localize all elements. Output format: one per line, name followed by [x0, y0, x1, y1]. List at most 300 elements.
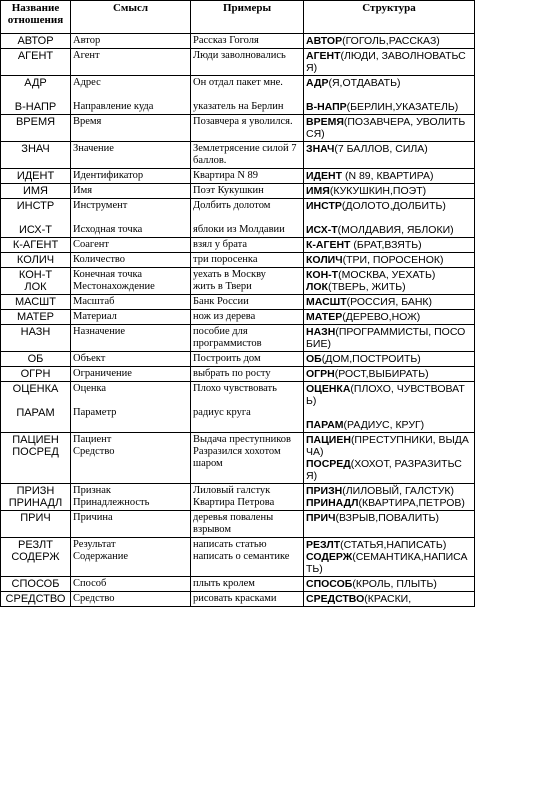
example-entry: Плохо чувствовать [193, 383, 277, 394]
name-entry: НАЗН [20, 326, 51, 338]
example-cell [191, 433, 304, 484]
relation-name-cell [1, 34, 71, 49]
meaning-entry: Ограничение [73, 368, 132, 379]
relation-name-cell [1, 310, 71, 325]
structure-entry [306, 539, 472, 551]
meaning-entry: Имя [73, 185, 93, 196]
structure-keyword: ПРИЧ [306, 512, 336, 524]
structure-keyword: ИДЕНТ [306, 170, 343, 182]
structure-keyword: ЗНАЧ [306, 143, 335, 155]
relation-name-cell [1, 295, 71, 310]
table-row [1, 268, 475, 295]
table-row [1, 238, 475, 253]
example-entry: Долбить долотом [193, 200, 271, 211]
example-entry: Квартира N 89 [193, 170, 259, 181]
meaning-entry: Местонахождение [73, 281, 155, 292]
table-row [1, 253, 475, 268]
table-row [1, 538, 475, 577]
meaning-cell [71, 295, 191, 310]
example-cell [191, 49, 304, 76]
example-entry: Квартира Петрова [193, 497, 275, 508]
structure-keyword: ИСХ-Т [306, 224, 338, 236]
structure-keyword: ПРИЗН [306, 485, 343, 497]
structure-keyword: МАСШТ [306, 296, 347, 308]
example-entry: указатель на Берлин [193, 101, 284, 112]
name-entry: ПРИЧ [20, 512, 51, 524]
entry-gap [73, 395, 188, 407]
structure-entry [306, 326, 472, 350]
meaning-entry: Принадлежность [73, 497, 150, 508]
entry-gap [306, 212, 472, 224]
structure-args: (МОЛДАВИЯ, ЯБЛОКИ) [337, 224, 454, 236]
structure-cell [304, 352, 475, 367]
structure-entry [306, 368, 472, 380]
example-entry: радиус круга [193, 407, 251, 418]
structure-cell [304, 169, 475, 184]
structure-args: (ЛЮДИ, ЗАВОЛНОВАТЬСЯ) [306, 50, 466, 74]
structure-args: (ПРОГРАММИСТЫ, ПОСОБИЕ) [306, 326, 466, 350]
example-cell [191, 295, 304, 310]
meaning-entry: Инструмент [73, 200, 128, 211]
example-cell [191, 577, 304, 592]
name-entry: СПОСОБ [11, 578, 60, 590]
meaning-entry: Время [73, 116, 102, 127]
example-cell [191, 184, 304, 199]
meaning-cell [71, 76, 191, 115]
name-entry: ИДЕНТ [16, 170, 55, 182]
structure-keyword: ОБ [306, 353, 322, 365]
example-entry: уехать в Москву [193, 269, 266, 280]
structure-keyword: ОГРН [306, 368, 335, 380]
meaning-cell [71, 199, 191, 238]
name-entry: АГЕНТ [17, 50, 54, 62]
meaning-cell [71, 433, 191, 484]
meaning-entry: Объект [73, 353, 106, 364]
relation-name-cell [1, 484, 71, 511]
example-entry: нож из дерева [193, 311, 256, 322]
name-entry: ОБ [27, 353, 44, 365]
relation-name-cell [1, 352, 71, 367]
structure-keyword: СРЕДСТВО [306, 593, 365, 605]
example-cell [191, 367, 304, 382]
structure-entry [306, 77, 472, 89]
meaning-entry: Результат [73, 539, 116, 550]
structure-entry [306, 116, 472, 140]
structure-args: (ДОЛОТО,ДОЛБИТЬ) [341, 200, 446, 212]
meaning-entry: Средство [73, 593, 115, 604]
meaning-cell [71, 484, 191, 511]
example-entry: Выдача преступников [193, 434, 291, 445]
header-relation-name: Название отношения [1, 1, 71, 34]
meaning-entry: Оценка [73, 383, 107, 394]
name-entry: ИНСТР [16, 200, 55, 212]
entry-gap [3, 212, 68, 224]
structure-entry [306, 593, 472, 605]
table-row [1, 484, 475, 511]
meaning-entry: Средство [73, 446, 115, 457]
table-row [1, 295, 475, 310]
meaning-entry: Идентификатор [73, 170, 144, 181]
structure-args: (РОСТ,ВЫБИРАТЬ) [334, 368, 429, 380]
structure-entry [306, 434, 472, 458]
structure-keyword: СПОСОБ [306, 578, 353, 590]
structure-cell [304, 538, 475, 577]
structure-args: (РОССИЯ, БАНК) [346, 296, 433, 308]
structure-args: (ДЕРЕВО,НОЖ) [342, 311, 421, 323]
example-cell [191, 592, 304, 607]
structure-keyword: ОЦЕНКА [306, 383, 351, 395]
name-entry: ПАРАМ [16, 407, 55, 419]
structure-args: (СЕМАНТИКА,НАПИСАТЬ) [306, 551, 468, 575]
structure-entry [306, 551, 472, 575]
name-entry: ПАЦИЕН [12, 434, 59, 446]
name-entry: СОДЕРЖ [11, 551, 60, 563]
meaning-entry: Соагент [73, 239, 109, 250]
structure-args: (БРАТ,ВЗЯТЬ) [350, 239, 422, 251]
structure-args: (Я,ОТДАВАТЬ) [328, 77, 401, 89]
structure-entry [306, 578, 472, 590]
name-entry: ПРИЗН [16, 485, 55, 497]
relation-name-cell [1, 577, 71, 592]
meaning-entry: Значение [73, 143, 114, 154]
meaning-cell [71, 352, 191, 367]
table-row [1, 433, 475, 484]
entry-gap [3, 395, 68, 407]
structure-args: (ПРЕСТУПНИКИ, ВЫДАЧА) [306, 434, 469, 458]
table-row [1, 142, 475, 169]
structure-keyword: ВРЕМЯ [306, 116, 344, 128]
meaning-cell [71, 142, 191, 169]
example-cell [191, 115, 304, 142]
example-cell [191, 34, 304, 49]
name-entry: КОН-Т [18, 269, 53, 281]
structure-entry [306, 353, 472, 365]
meaning-cell [71, 367, 191, 382]
structure-entry [306, 185, 472, 197]
table-row [1, 352, 475, 367]
example-entry: взял у брата [193, 239, 248, 250]
structure-cell [304, 184, 475, 199]
structure-keyword: ЛОК [306, 281, 328, 293]
meaning-cell [71, 310, 191, 325]
name-entry: ЗНАЧ [21, 143, 50, 155]
meaning-entry: Адрес [73, 77, 101, 88]
structure-entry [306, 101, 472, 113]
example-cell [191, 352, 304, 367]
table-row [1, 577, 475, 592]
relation-name-cell [1, 76, 71, 115]
structure-cell [304, 253, 475, 268]
example-cell [191, 238, 304, 253]
example-cell [191, 538, 304, 577]
structure-entry [306, 311, 472, 323]
name-entry: В-НАПР [14, 101, 57, 113]
structure-cell [304, 142, 475, 169]
structure-args: (ПЛОХО, ЧУВСТВОВАТЬ) [306, 383, 465, 407]
structure-args: (БЕРЛИН,УКАЗАТЕЛЬ) [346, 101, 459, 113]
structure-cell [304, 382, 475, 433]
structure-keyword: НАЗН [306, 326, 336, 338]
structure-keyword: АВТОР [306, 35, 343, 47]
table-row [1, 115, 475, 142]
relation-name-cell [1, 538, 71, 577]
meaning-entry: Пациент [73, 434, 112, 445]
name-entry: ЛОК [24, 281, 47, 293]
structure-keyword: СОДЕРЖ [306, 551, 353, 563]
meaning-cell [71, 538, 191, 577]
entry-gap [193, 395, 301, 407]
meaning-entry: Содержание [73, 551, 129, 562]
structure-entry [306, 143, 472, 155]
structure-cell [304, 199, 475, 238]
structure-keyword: КОН-Т [306, 269, 339, 281]
example-entry: Банк России [193, 296, 249, 307]
example-cell [191, 325, 304, 352]
table-row [1, 367, 475, 382]
table-row [1, 34, 475, 49]
structure-keyword: ИНСТР [306, 200, 342, 212]
meaning-entry: Материал [73, 311, 117, 322]
meaning-entry: Назначение [73, 326, 126, 337]
structure-cell [304, 433, 475, 484]
structure-args: (ХОХОТ, РАЗРАЗИТЬСЯ) [306, 458, 462, 482]
entry-gap [73, 212, 188, 224]
meaning-cell [71, 49, 191, 76]
example-entry: Он отдал пакет мне. [193, 77, 283, 88]
structure-cell [304, 295, 475, 310]
structure-args: (7 БАЛЛОВ, СИЛА) [334, 143, 428, 155]
structure-keyword: ПАРАМ [306, 419, 344, 431]
entry-gap [3, 89, 68, 101]
structure-entry [306, 497, 472, 509]
table-row [1, 325, 475, 352]
relation-name-cell [1, 142, 71, 169]
entry-gap [306, 407, 472, 419]
meaning-entry: Причина [73, 512, 113, 523]
example-cell [191, 169, 304, 184]
meaning-cell [71, 325, 191, 352]
structure-keyword: ПОСРЕД [306, 458, 351, 470]
example-cell [191, 253, 304, 268]
structure-entry [306, 296, 472, 308]
structure-args: (ГОГОЛЬ,РАССКАЗ) [342, 35, 440, 47]
meaning-cell [71, 592, 191, 607]
meaning-entry: Конечная точка [73, 269, 143, 280]
structure-entry [306, 485, 472, 497]
structure-entry [306, 281, 472, 293]
structure-keyword: В-НАПР [306, 101, 347, 113]
name-entry: ВРЕМЯ [15, 116, 56, 128]
meaning-entry: Агент [73, 50, 100, 61]
structure-args: (РАДИУС, КРУГ) [343, 419, 425, 431]
relation-name-cell [1, 184, 71, 199]
structure-cell [304, 238, 475, 253]
example-entry: написать статью [193, 539, 267, 550]
name-entry: ОЦЕНКА [12, 383, 59, 395]
example-entry: Поэт Кукушкин [193, 185, 264, 196]
relation-name-cell [1, 238, 71, 253]
name-entry: МАТЕР [16, 311, 55, 323]
structure-args: (ВЗРЫВ,ПОВАЛИТЬ) [335, 512, 440, 524]
structure-keyword: К-АГЕНТ [306, 239, 351, 251]
structure-args: (КРОЛЬ, ПЛЫТЬ) [352, 578, 437, 590]
structure-keyword: АДР [306, 77, 329, 89]
name-entry: К-АГЕНТ [12, 239, 59, 251]
structure-entry [306, 419, 472, 431]
relation-name-cell [1, 115, 71, 142]
meaning-entry: Исходная точка [73, 224, 143, 235]
structure-args: (КРАСКИ, [364, 593, 412, 605]
structure-entry [306, 512, 472, 524]
header-examples: Примеры [191, 1, 304, 34]
table-row [1, 382, 475, 433]
example-entry: Землетрясение силой 7 баллов. [193, 143, 297, 166]
name-entry: ИМЯ [22, 185, 48, 197]
structure-keyword: АГЕНТ [306, 50, 341, 62]
structure-entry [306, 200, 472, 212]
example-entry: пособие для программистов [193, 326, 262, 349]
table-row [1, 76, 475, 115]
relation-name-cell [1, 433, 71, 484]
relation-name-cell [1, 253, 71, 268]
meaning-cell [71, 577, 191, 592]
meaning-entry: Признак [73, 485, 111, 496]
structure-args: (МОСКВА, УЕХАТЬ) [338, 269, 436, 281]
example-cell [191, 76, 304, 115]
structure-keyword: ИМЯ [306, 185, 330, 197]
example-entry: Построить дом [193, 353, 261, 364]
table-row [1, 49, 475, 76]
name-entry: КОЛИЧ [16, 254, 55, 266]
structure-keyword: ПАЦИЕН [306, 434, 351, 446]
structure-entry [306, 269, 472, 281]
name-entry: МАСШТ [14, 296, 56, 308]
example-cell [191, 310, 304, 325]
structure-cell [304, 511, 475, 538]
entry-gap [73, 89, 188, 101]
structure-cell [304, 310, 475, 325]
name-entry: ПОСРЕД [12, 446, 59, 458]
entry-gap [193, 212, 301, 224]
structure-args: (ДОМ,ПОСТРОИТЬ) [321, 353, 421, 365]
meaning-cell [71, 253, 191, 268]
structure-cell [304, 325, 475, 352]
table-body [1, 34, 475, 607]
example-cell [191, 142, 304, 169]
structure-args: (ПОЗАВЧЕРА, УВОЛИТЬСЯ) [306, 116, 466, 140]
example-entry: написать о семантике [193, 551, 290, 562]
example-cell [191, 511, 304, 538]
structure-entry [306, 239, 472, 251]
structure-cell [304, 268, 475, 295]
entry-gap [193, 89, 301, 101]
structure-cell [304, 592, 475, 607]
name-entry: СРЕДСТВО [5, 593, 66, 605]
relation-name-cell [1, 511, 71, 538]
structure-cell [304, 49, 475, 76]
table-row [1, 169, 475, 184]
meaning-cell [71, 115, 191, 142]
relation-name-cell [1, 592, 71, 607]
structure-entry [306, 224, 472, 236]
example-entry: три поросенка [193, 254, 258, 265]
relation-name-cell [1, 268, 71, 295]
structure-entry [306, 254, 472, 266]
structure-args: (СТАТЬЯ,НАПИСАТЬ) [340, 539, 447, 551]
structure-entry [306, 35, 472, 47]
example-entry: Лиловый галстук [193, 485, 271, 496]
structure-keyword: РЕЗЛТ [306, 539, 341, 551]
example-entry: выбрать по росту [193, 368, 271, 379]
meaning-cell [71, 268, 191, 295]
structure-entry [306, 50, 472, 74]
name-entry: РЕЗЛТ [18, 539, 53, 551]
structure-cell [304, 34, 475, 49]
header-structure: Структура [304, 1, 475, 34]
example-entry: Рассказ Гоголя [193, 35, 259, 46]
meaning-entry: Способ [73, 578, 107, 589]
name-entry: ИСХ-Т [19, 224, 52, 236]
meaning-entry: Направление куда [73, 101, 154, 112]
structure-entry [306, 458, 472, 482]
table-header-row [1, 1, 475, 34]
structure-cell [304, 577, 475, 592]
name-entry: АДР [24, 77, 47, 89]
example-entry: деревья повалены взрывом [193, 512, 274, 535]
structure-entry [306, 170, 472, 182]
structure-args: (КВАРТИРА,ПЕТРОВ) [358, 497, 465, 509]
structure-cell [304, 76, 475, 115]
example-entry: яблоки из Молдавии [193, 224, 285, 235]
example-entry: Люди заволновались [193, 50, 286, 61]
example-entry: Разразился хохотом шаром [193, 446, 281, 469]
meaning-entry: Количество [73, 254, 126, 265]
relation-name-cell [1, 325, 71, 352]
structure-entry [306, 383, 472, 407]
structure-cell [304, 115, 475, 142]
example-cell [191, 199, 304, 238]
relation-name-cell [1, 199, 71, 238]
meaning-entry: Автор [73, 35, 101, 46]
meaning-cell [71, 184, 191, 199]
example-entry: Позавчера я уволился. [193, 116, 293, 127]
structure-cell [304, 484, 475, 511]
meaning-entry: Масштаб [73, 296, 115, 307]
relation-name-cell [1, 169, 71, 184]
meaning-entry: Параметр [73, 407, 117, 418]
name-entry: ОГРН [20, 368, 51, 380]
structure-keyword: МАТЕР [306, 311, 343, 323]
name-entry: АВТОР [17, 35, 54, 47]
example-cell [191, 484, 304, 511]
table-row [1, 199, 475, 238]
entry-gap [306, 89, 472, 101]
example-entry: жить в Твери [193, 281, 252, 292]
structure-args: (N 89, КВАРТИРА) [342, 170, 434, 182]
example-cell [191, 268, 304, 295]
name-entry: ПРИНАДЛ [8, 497, 63, 509]
example-entry: плыть кролем [193, 578, 255, 589]
table-row [1, 592, 475, 607]
structure-cell [304, 367, 475, 382]
structure-args: (ТРИ, ПОРОСЕНОК) [342, 254, 444, 266]
example-entry: рисовать красками [193, 593, 277, 604]
table-row [1, 511, 475, 538]
relation-name-cell [1, 382, 71, 433]
table-row [1, 184, 475, 199]
relation-name-cell [1, 49, 71, 76]
structure-keyword: КОЛИЧ [306, 254, 343, 266]
